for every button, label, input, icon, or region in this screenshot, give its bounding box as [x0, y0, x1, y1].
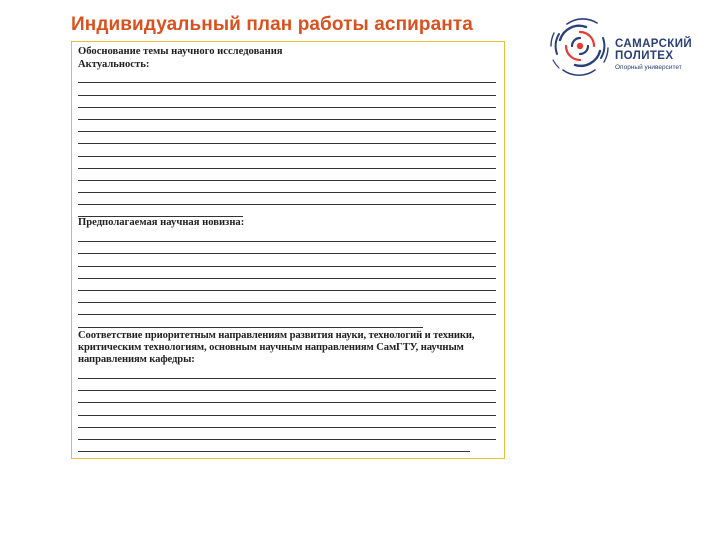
logo-tagline: Опорный университет: [615, 64, 682, 71]
fill-line[interactable]: [78, 169, 496, 181]
fill-line[interactable]: [78, 367, 496, 379]
novelty-lines: [78, 230, 496, 328]
fill-line[interactable]: [78, 132, 496, 144]
fill-line[interactable]: [78, 157, 496, 169]
logo-line-2: ПОЛИТЕХ: [615, 50, 674, 62]
section-heading: Обоснование темы научного исследования: [78, 46, 283, 57]
fill-line[interactable]: [78, 315, 423, 327]
fill-line[interactable]: [78, 144, 496, 156]
fill-line[interactable]: [78, 205, 243, 217]
fill-line[interactable]: [78, 379, 496, 391]
form-content: [78, 46, 496, 452]
fill-line[interactable]: [78, 230, 496, 242]
logo-line-1: САМАРСКИЙ: [615, 38, 693, 50]
priority-text: Соответствие приоритетным направлениям развития науки, технологий и техники, критическим технологиям, основным научным направлениям СамГТУ, научным направлениям кафедры:: [78, 329, 475, 366]
novelty-label: Предполагаемая научная новизна:: [78, 217, 245, 229]
fill-line[interactable]: [78, 303, 496, 315]
fill-line[interactable]: [78, 279, 496, 291]
fill-line[interactable]: [78, 193, 496, 205]
fill-line[interactable]: [78, 120, 496, 132]
fill-line[interactable]: [78, 108, 496, 120]
relevance-lines: [78, 71, 496, 217]
fill-line[interactable]: [78, 242, 496, 254]
fill-line[interactable]: [78, 291, 496, 303]
fill-line[interactable]: [78, 267, 496, 279]
fill-line[interactable]: [78, 254, 496, 266]
page-title: Индивидуальный план работы аспиранта: [71, 14, 473, 35]
fill-line[interactable]: [78, 96, 496, 108]
fill-line[interactable]: [78, 416, 496, 428]
fill-line[interactable]: [78, 403, 496, 415]
logo-text: [615, 38, 692, 72]
fill-line[interactable]: [78, 71, 496, 83]
fill-line[interactable]: [78, 391, 496, 403]
relevance-label: Актуальность:: [78, 58, 150, 70]
priority-lines: [78, 367, 496, 452]
fill-line[interactable]: [78, 440, 470, 452]
fill-line[interactable]: [78, 428, 496, 440]
fill-line[interactable]: [78, 83, 496, 95]
fill-line[interactable]: [78, 181, 496, 193]
